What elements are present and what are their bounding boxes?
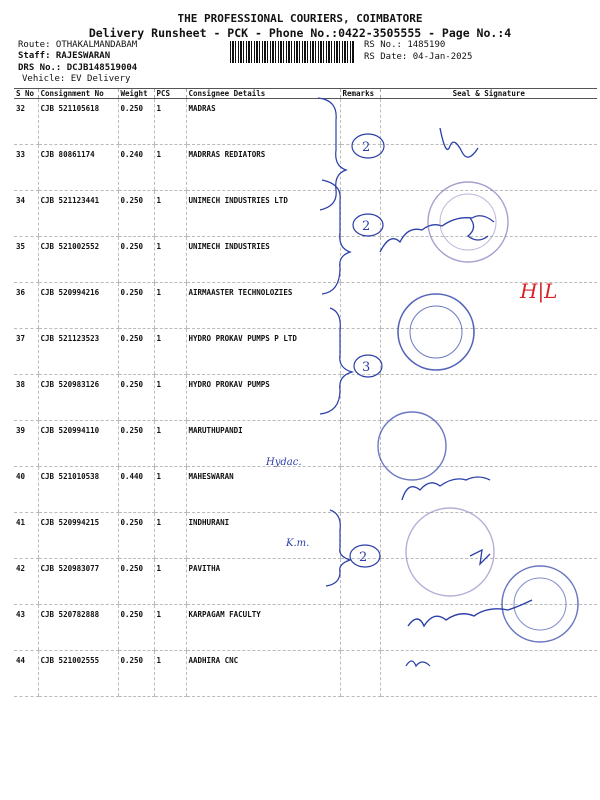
signature-cell <box>380 191 597 237</box>
sno-cell: 35 <box>14 237 38 283</box>
pcs-cell: 1 <box>154 283 186 329</box>
consignment-cell: CJB 520983126 <box>38 375 118 421</box>
remarks-cell <box>340 467 380 513</box>
pcs-cell: 1 <box>154 605 186 651</box>
col-remarks: Remarks <box>340 89 380 99</box>
hl-note: H|L <box>520 279 558 303</box>
remarks-cell <box>340 375 380 421</box>
pcs-cell: 1 <box>154 559 186 605</box>
weight-cell: 0.250 <box>118 513 154 559</box>
remarks-cell <box>340 651 380 697</box>
consignment-cell: CJB 520782888 <box>38 605 118 651</box>
signature-cell <box>380 283 597 329</box>
table-row <box>14 99 597 145</box>
signature-cell <box>380 421 597 467</box>
route-label: Route: OTHAKALMANDABAM <box>18 40 138 50</box>
sno-cell: 32 <box>14 99 38 145</box>
pcs-cell: 1 <box>154 99 186 145</box>
weight-cell: 0.250 <box>118 421 154 467</box>
table-row <box>14 421 597 467</box>
col-signature: Seal & Signature <box>380 89 597 99</box>
sno-cell: 41 <box>14 513 38 559</box>
signature-cell <box>380 99 597 145</box>
signature-cell <box>380 467 597 513</box>
remarks-cell <box>340 283 380 329</box>
sno-cell: 43 <box>14 605 38 651</box>
staff-label: Staff: RAJESWARAN <box>18 51 111 61</box>
signature-cell <box>380 237 597 283</box>
weight-cell: 0.250 <box>118 605 154 651</box>
signature-cell <box>380 375 597 421</box>
rs-date: RS Date: 04-Jan-2025 <box>364 52 473 62</box>
pcs-cell: 1 <box>154 375 186 421</box>
col-pcs: PCS <box>154 89 186 99</box>
km-note: K.m. <box>286 538 310 549</box>
consignee-cell: UNIMECH INDUSTRIES LTD <box>186 191 340 237</box>
count-2c: 2 <box>359 550 368 565</box>
table-row <box>14 559 597 605</box>
weight-cell: 0.250 <box>118 375 154 421</box>
consignment-cell: CJB 521105618 <box>38 99 118 145</box>
col-consignment: Consignment No <box>38 89 118 99</box>
consignee-cell: AIRMAASTER TECHNOLOZIES <box>186 283 340 329</box>
weight-cell: 0.250 <box>118 191 154 237</box>
consignee-cell: PAVITHA <box>186 559 340 605</box>
pcs-cell: 1 <box>154 421 186 467</box>
hydac-note: Hydac. <box>266 457 302 468</box>
table-row <box>14 145 597 191</box>
table-row <box>14 283 597 329</box>
remarks-cell <box>340 329 380 375</box>
consignee-cell: UNIMECH INDUSTRIES <box>186 237 340 283</box>
consignment-cell: CJB 521002555 <box>38 651 118 697</box>
table-row <box>14 605 597 651</box>
table-row <box>14 237 597 283</box>
signature-cell <box>380 651 597 697</box>
col-weight: Weight <box>118 89 154 99</box>
sno-cell: 39 <box>14 421 38 467</box>
remarks-cell <box>340 605 380 651</box>
sno-cell: 38 <box>14 375 38 421</box>
sno-cell: 44 <box>14 651 38 697</box>
weight-cell: 0.250 <box>118 283 154 329</box>
remarks-cell <box>340 559 380 605</box>
table-header-row <box>14 89 597 99</box>
pcs-cell: 1 <box>154 191 186 237</box>
consignment-cell: CJB 80861174 <box>38 145 118 191</box>
consignee-cell: MADRAS <box>186 99 340 145</box>
sno-cell: 34 <box>14 191 38 237</box>
table-row <box>14 467 597 513</box>
signature-cell <box>380 513 597 559</box>
weight-cell: 0.240 <box>118 145 154 191</box>
remarks-cell <box>340 99 380 145</box>
company-title: THE PROFESSIONAL COURIERS, COIMBATORE <box>177 12 423 25</box>
vehicle-label: Vehicle: EV Delivery <box>22 74 131 84</box>
signature-cell <box>380 559 597 605</box>
consignee-cell: INDHURANI <box>186 513 340 559</box>
consignee-cell: AADHIRA CNC <box>186 651 340 697</box>
pcs-cell: 1 <box>154 467 186 513</box>
consignment-cell: CJB 521123523 <box>38 329 118 375</box>
consignment-cell: CJB 521010538 <box>38 467 118 513</box>
col-sno: S No <box>14 89 38 99</box>
weight-cell: 0.250 <box>118 99 154 145</box>
consignee-cell: HYDRO PROKAV PUMPS <box>186 375 340 421</box>
runsheet-table <box>14 88 597 697</box>
col-consignee: Consignee Details <box>186 89 340 99</box>
consignment-cell: CJB 520994110 <box>38 421 118 467</box>
pcs-cell: 1 <box>154 237 186 283</box>
table-row <box>14 191 597 237</box>
consignment-cell: CJB 520994216 <box>38 283 118 329</box>
count-2b: 2 <box>362 219 371 234</box>
sno-cell: 33 <box>14 145 38 191</box>
pcs-cell: 1 <box>154 329 186 375</box>
sno-cell: 40 <box>14 467 38 513</box>
remarks-cell <box>340 421 380 467</box>
table-row <box>14 375 597 421</box>
count-2a: 2 <box>362 140 371 155</box>
sno-cell: 42 <box>14 559 38 605</box>
remarks-cell <box>340 191 380 237</box>
barcode-image <box>230 41 355 63</box>
remarks-cell <box>340 237 380 283</box>
weight-cell: 0.250 <box>118 559 154 605</box>
signature-cell <box>380 329 597 375</box>
drs-label: DRS No.: DCJB148519004 <box>18 63 138 73</box>
consignment-cell: CJB 520983077 <box>38 559 118 605</box>
pcs-cell: 1 <box>154 651 186 697</box>
sno-cell: 37 <box>14 329 38 375</box>
consignee-cell: HYDRO PROKAV PUMPS P LTD <box>186 329 340 375</box>
pcs-cell: 1 <box>154 513 186 559</box>
consignee-cell: MARUTHUPANDI <box>186 421 340 467</box>
consignment-cell: CJB 521002552 <box>38 237 118 283</box>
remarks-cell <box>340 145 380 191</box>
table-row <box>14 513 597 559</box>
weight-cell: 0.250 <box>118 329 154 375</box>
consignee-cell: KARPAGAM FACULTY <box>186 605 340 651</box>
table-row <box>14 329 597 375</box>
runsheet-subtitle: Delivery Runsheet - PCK - Phone No.:0422-3505555 - Page No.:4 <box>88 26 512 40</box>
rs-number: RS No.: 1485190 <box>364 40 446 50</box>
signature-cell <box>380 605 597 651</box>
weight-cell: 0.440 <box>118 467 154 513</box>
consignment-cell: CJB 520994215 <box>38 513 118 559</box>
signature-cell <box>380 145 597 191</box>
consignee-cell: MAHESWARAN <box>186 467 340 513</box>
sno-cell: 36 <box>14 283 38 329</box>
count-3: 3 <box>362 360 371 375</box>
table-row <box>14 651 597 697</box>
consignee-cell: MADRRAS REDIATORS <box>186 145 340 191</box>
consignment-cell: CJB 521123441 <box>38 191 118 237</box>
pcs-cell: 1 <box>154 145 186 191</box>
remarks-cell <box>340 513 380 559</box>
weight-cell: 0.250 <box>118 651 154 697</box>
weight-cell: 0.250 <box>118 237 154 283</box>
